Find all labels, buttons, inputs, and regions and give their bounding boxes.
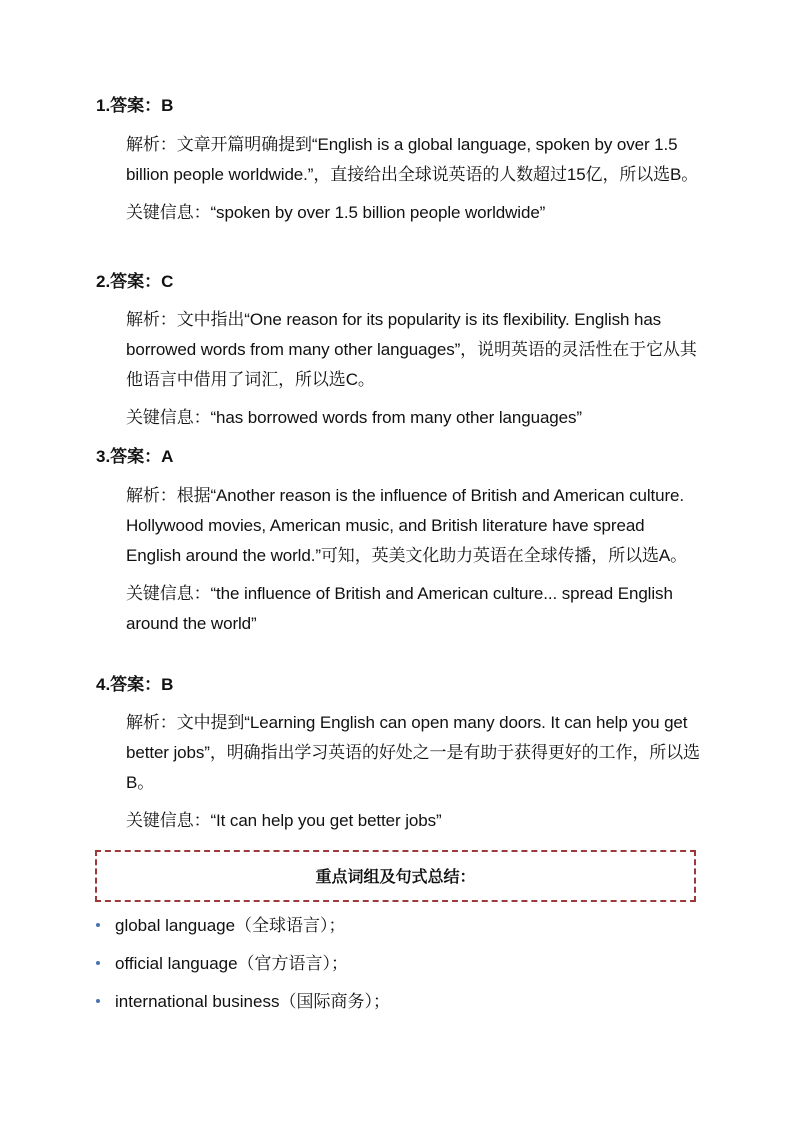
list-item-text: international business（国际商务）； bbox=[115, 992, 390, 1011]
answer-1-analysis: 解析：文章开篇明确提到“English is a global language, spoken by over 1.5 billion people worldwide.”，直接给出全球说英语的人数超过15亿，所以选B。 bbox=[126, 135, 699, 184]
answer-2-analysis: 解析：文中指出“One reason for its popularity is its flexibility. English has borrowed words from many other languages”，说明英语的灵活性在于它从其他语言中借用了词汇，所以选C。 bbox=[126, 310, 697, 389]
answer-4-analysis-block bbox=[126, 708, 701, 836]
list-item-text: official language（官方语言）； bbox=[115, 954, 349, 973]
answer-3-key-info: 关键信息：“the influence of British and American culture... spread English around the world” bbox=[126, 584, 673, 633]
answer-4-analysis: 解析：文中提到“Learning English can open many doors. It can help you get better jobs”，明确指出学习英语的好处之一是有助于获得更好的工作，所以选B。 bbox=[126, 713, 700, 792]
list-item-text: global language（全球语言）； bbox=[115, 916, 346, 935]
summary-title: 重点词组及句式总结： bbox=[315, 869, 476, 886]
list-item bbox=[96, 915, 346, 937]
answer-1-key-info: 关键信息：“spoken by over 1.5 billion people worldwide” bbox=[126, 203, 546, 222]
answer-1-title: 1.答案：B bbox=[96, 96, 174, 115]
bullet-dot-icon bbox=[96, 999, 100, 1003]
list-item bbox=[96, 953, 348, 975]
answer-3-analysis: 解析：根据“Another reason is the influence of British and American culture. Hollywood movies, American music, and British literature have spread English around the world.”可知，英美文化助力英语在全球传播，所以选A。 bbox=[126, 486, 688, 565]
answer-2-analysis-block bbox=[126, 305, 701, 433]
answer-4-title: 4.答案：B bbox=[96, 675, 174, 694]
bullet-dot-icon bbox=[96, 961, 100, 965]
answer-3-title: 3.答案：A bbox=[96, 447, 174, 466]
answer-2-key-info: 关键信息：“has borrowed words from many other languages” bbox=[126, 408, 582, 427]
answer-1-analysis-block bbox=[126, 130, 701, 228]
answer-2-title: 2.答案：C bbox=[96, 272, 174, 291]
summary-box bbox=[95, 850, 696, 902]
answer-3-analysis-block bbox=[126, 481, 701, 639]
bullet-dot-icon bbox=[96, 923, 100, 927]
answer-4-key-info: 关键信息：“It can help you get better jobs” bbox=[126, 811, 442, 830]
list-item bbox=[96, 991, 390, 1013]
